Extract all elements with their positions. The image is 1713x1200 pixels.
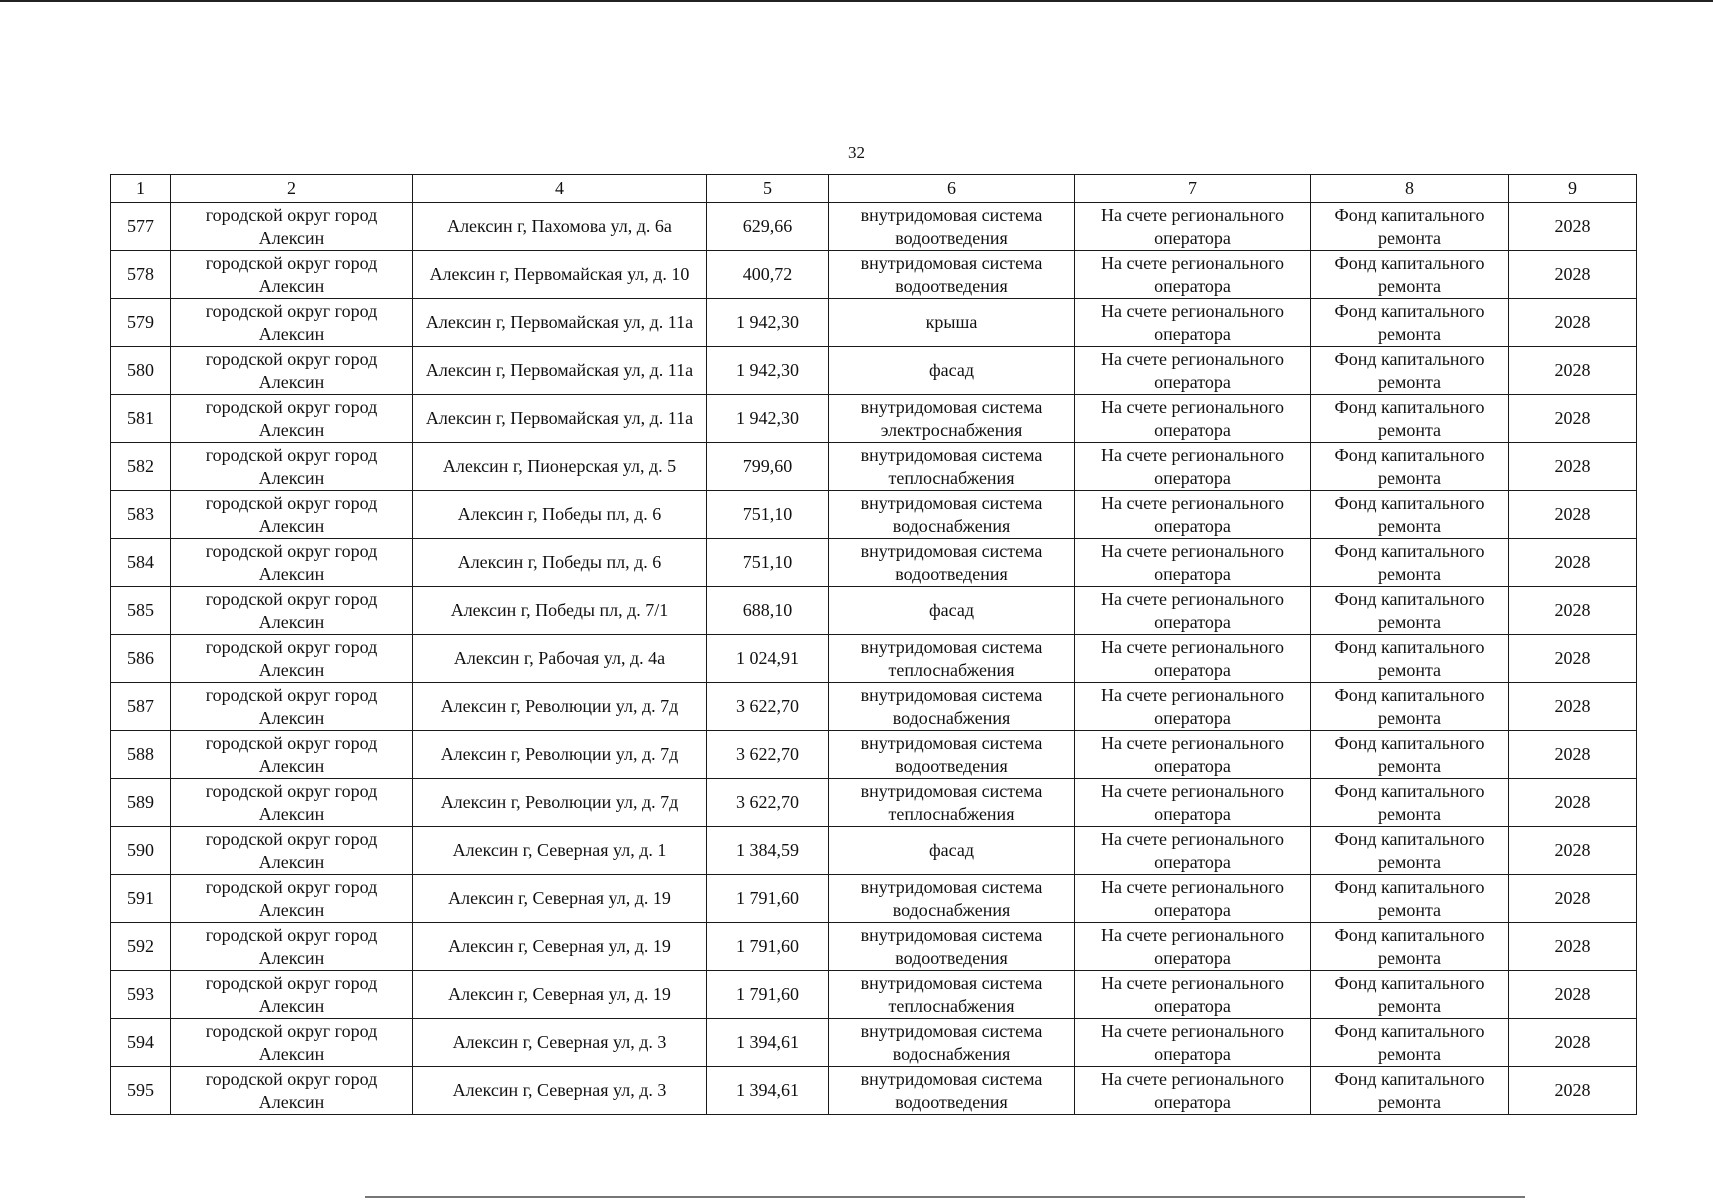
col-work-type-cell: внутридомовая система теплоснабжения <box>829 779 1075 827</box>
col-municipality-cell: городской округ город Алексин <box>171 1067 413 1115</box>
col-municipality-cell: городской округ город Алексин <box>171 539 413 587</box>
col-area-cell: 688,10 <box>707 587 829 635</box>
col-number-cell: 593 <box>111 971 171 1019</box>
col-municipality-cell: городской округ город Алексин <box>171 491 413 539</box>
col-work-type-cell: внутридомовая система теплоснабжения <box>829 635 1075 683</box>
header-cell-col-funding-source: 8 <box>1311 175 1509 203</box>
col-work-type-cell: внутридомовая система водоотведения <box>829 731 1075 779</box>
col-address-cell: Алексин г, Северная ул, д. 19 <box>413 875 707 923</box>
col-year-cell: 2028 <box>1509 635 1637 683</box>
col-area-cell: 629,66 <box>707 203 829 251</box>
col-number-cell: 594 <box>111 1019 171 1067</box>
table-row <box>111 779 1637 827</box>
col-number-cell: 578 <box>111 251 171 299</box>
col-area-cell: 751,10 <box>707 491 829 539</box>
table-row <box>111 395 1637 443</box>
col-number-cell: 595 <box>111 1067 171 1115</box>
header-cell-col-number: 1 <box>111 175 171 203</box>
col-funding-source-cell: Фонд капитального ремонта <box>1311 395 1509 443</box>
col-year-cell: 2028 <box>1509 1019 1637 1067</box>
col-area-cell: 799,60 <box>707 443 829 491</box>
col-funding-source-cell: Фонд капитального ремонта <box>1311 779 1509 827</box>
col-address-cell: Алексин г, Первомайская ул, д. 11а <box>413 347 707 395</box>
col-number-cell: 580 <box>111 347 171 395</box>
col-fund-account-cell: На счете регионального оператора <box>1075 779 1311 827</box>
col-address-cell: Алексин г, Первомайская ул, д. 11а <box>413 299 707 347</box>
repair-schedule-table <box>110 174 1637 1115</box>
col-fund-account-cell: На счете регионального оператора <box>1075 1019 1311 1067</box>
table-row <box>111 683 1637 731</box>
col-funding-source-cell: Фонд капитального ремонта <box>1311 443 1509 491</box>
col-municipality-cell: городской округ город Алексин <box>171 971 413 1019</box>
col-funding-source-cell: Фонд капитального ремонта <box>1311 971 1509 1019</box>
col-funding-source-cell: Фонд капитального ремонта <box>1311 347 1509 395</box>
col-municipality-cell: городской округ город Алексин <box>171 1019 413 1067</box>
col-year-cell: 2028 <box>1509 203 1637 251</box>
col-municipality-cell: городской округ город Алексин <box>171 635 413 683</box>
col-funding-source-cell: Фонд капитального ремонта <box>1311 923 1509 971</box>
table-row <box>111 635 1637 683</box>
table-body <box>111 175 1637 1115</box>
table-row <box>111 203 1637 251</box>
col-work-type-cell: внутридомовая система водоснабжения <box>829 683 1075 731</box>
col-address-cell: Алексин г, Революции ул, д. 7д <box>413 683 707 731</box>
header-cell-col-work-type: 6 <box>829 175 1075 203</box>
col-municipality-cell: городской округ город Алексин <box>171 827 413 875</box>
col-work-type-cell: крыша <box>829 299 1075 347</box>
col-work-type-cell: фасад <box>829 347 1075 395</box>
header-cell-col-fund-account: 7 <box>1075 175 1311 203</box>
col-funding-source-cell: Фонд капитального ремонта <box>1311 587 1509 635</box>
col-funding-source-cell: Фонд капитального ремонта <box>1311 683 1509 731</box>
col-funding-source-cell: Фонд капитального ремонта <box>1311 539 1509 587</box>
col-number-cell: 579 <box>111 299 171 347</box>
col-work-type-cell: внутридомовая система водоотведения <box>829 251 1075 299</box>
col-municipality-cell: городской округ город Алексин <box>171 251 413 299</box>
col-number-cell: 583 <box>111 491 171 539</box>
col-address-cell: Алексин г, Северная ул, д. 19 <box>413 971 707 1019</box>
col-funding-source-cell: Фонд капитального ремонта <box>1311 1067 1509 1115</box>
col-number-cell: 577 <box>111 203 171 251</box>
col-number-cell: 592 <box>111 923 171 971</box>
col-year-cell: 2028 <box>1509 923 1637 971</box>
col-work-type-cell: внутридомовая система водоснабжения <box>829 491 1075 539</box>
table-row <box>111 923 1637 971</box>
table-row <box>111 251 1637 299</box>
table-row <box>111 443 1637 491</box>
col-fund-account-cell: На счете регионального оператора <box>1075 203 1311 251</box>
col-work-type-cell: внутридомовая система теплоснабжения <box>829 971 1075 1019</box>
col-municipality-cell: городской округ город Алексин <box>171 587 413 635</box>
col-fund-account-cell: На счете регионального оператора <box>1075 539 1311 587</box>
col-fund-account-cell: На счете регионального оператора <box>1075 923 1311 971</box>
col-fund-account-cell: На счете регионального оператора <box>1075 347 1311 395</box>
col-address-cell: Алексин г, Северная ул, д. 3 <box>413 1019 707 1067</box>
col-address-cell: Алексин г, Победы пл, д. 6 <box>413 539 707 587</box>
header-cell-col-area: 5 <box>707 175 829 203</box>
col-fund-account-cell: На счете регионального оператора <box>1075 587 1311 635</box>
col-year-cell: 2028 <box>1509 827 1637 875</box>
col-address-cell: Алексин г, Первомайская ул, д. 10 <box>413 251 707 299</box>
col-work-type-cell: внутридомовая система водоотведения <box>829 923 1075 971</box>
col-number-cell: 591 <box>111 875 171 923</box>
col-year-cell: 2028 <box>1509 491 1637 539</box>
table-row <box>111 827 1637 875</box>
col-fund-account-cell: На счете регионального оператора <box>1075 1067 1311 1115</box>
col-year-cell: 2028 <box>1509 347 1637 395</box>
table-row <box>111 1019 1637 1067</box>
col-area-cell: 1 942,30 <box>707 299 829 347</box>
col-year-cell: 2028 <box>1509 443 1637 491</box>
col-fund-account-cell: На счете регионального оператора <box>1075 635 1311 683</box>
col-fund-account-cell: На счете регионального оператора <box>1075 731 1311 779</box>
col-area-cell: 3 622,70 <box>707 683 829 731</box>
col-municipality-cell: городской округ город Алексин <box>171 203 413 251</box>
table-row <box>111 299 1637 347</box>
col-year-cell: 2028 <box>1509 875 1637 923</box>
header-cell-col-address: 4 <box>413 175 707 203</box>
col-address-cell: Алексин г, Первомайская ул, д. 11а <box>413 395 707 443</box>
col-area-cell: 1 791,60 <box>707 923 829 971</box>
col-funding-source-cell: Фонд капитального ремонта <box>1311 203 1509 251</box>
col-area-cell: 1 791,60 <box>707 875 829 923</box>
col-work-type-cell: фасад <box>829 827 1075 875</box>
col-funding-source-cell: Фонд капитального ремонта <box>1311 1019 1509 1067</box>
col-area-cell: 400,72 <box>707 251 829 299</box>
col-address-cell: Алексин г, Северная ул, д. 1 <box>413 827 707 875</box>
col-work-type-cell: внутридомовая система водоснабжения <box>829 1019 1075 1067</box>
col-address-cell: Алексин г, Победы пл, д. 7/1 <box>413 587 707 635</box>
col-work-type-cell: внутридомовая система водоотведения <box>829 539 1075 587</box>
col-year-cell: 2028 <box>1509 539 1637 587</box>
col-municipality-cell: городской округ город Алексин <box>171 779 413 827</box>
col-area-cell: 3 622,70 <box>707 731 829 779</box>
col-municipality-cell: городской округ город Алексин <box>171 923 413 971</box>
col-funding-source-cell: Фонд капитального ремонта <box>1311 251 1509 299</box>
col-work-type-cell: внутридомовая система водоотведения <box>829 203 1075 251</box>
col-year-cell: 2028 <box>1509 731 1637 779</box>
col-municipality-cell: городской округ город Алексин <box>171 875 413 923</box>
page-number: 32 <box>848 143 865 162</box>
col-fund-account-cell: На счете регионального оператора <box>1075 683 1311 731</box>
col-address-cell: Алексин г, Рабочая ул, д. 4а <box>413 635 707 683</box>
table-row <box>111 971 1637 1019</box>
col-address-cell: Алексин г, Северная ул, д. 19 <box>413 923 707 971</box>
col-number-cell: 584 <box>111 539 171 587</box>
col-address-cell: Алексин г, Пионерская ул, д. 5 <box>413 443 707 491</box>
col-funding-source-cell: Фонд капитального ремонта <box>1311 299 1509 347</box>
table-row <box>111 491 1637 539</box>
col-work-type-cell: внутридомовая система водоотведения <box>829 1067 1075 1115</box>
col-area-cell: 1 024,91 <box>707 635 829 683</box>
col-work-type-cell: внутридомовая система теплоснабжения <box>829 443 1075 491</box>
col-municipality-cell: городской округ город Алексин <box>171 299 413 347</box>
table-row <box>111 587 1637 635</box>
header-cell-col-municipality: 2 <box>171 175 413 203</box>
col-fund-account-cell: На счете регионального оператора <box>1075 299 1311 347</box>
col-municipality-cell: городской округ город Алексин <box>171 395 413 443</box>
col-work-type-cell: внутридомовая система водоснабжения <box>829 875 1075 923</box>
col-funding-source-cell: Фонд капитального ремонта <box>1311 635 1509 683</box>
col-fund-account-cell: На счете регионального оператора <box>1075 443 1311 491</box>
col-municipality-cell: городской округ город Алексин <box>171 731 413 779</box>
col-year-cell: 2028 <box>1509 683 1637 731</box>
col-area-cell: 3 622,70 <box>707 779 829 827</box>
table-header-row <box>111 175 1637 203</box>
col-funding-source-cell: Фонд капитального ремонта <box>1311 875 1509 923</box>
col-fund-account-cell: На счете регионального оператора <box>1075 827 1311 875</box>
col-area-cell: 751,10 <box>707 539 829 587</box>
header-cell-col-year: 9 <box>1509 175 1637 203</box>
col-year-cell: 2028 <box>1509 251 1637 299</box>
col-year-cell: 2028 <box>1509 395 1637 443</box>
col-fund-account-cell: На счете регионального оператора <box>1075 971 1311 1019</box>
col-area-cell: 1 942,30 <box>707 395 829 443</box>
col-municipality-cell: городской округ город Алексин <box>171 347 413 395</box>
col-year-cell: 2028 <box>1509 1067 1637 1115</box>
col-address-cell: Алексин г, Победы пл, д. 6 <box>413 491 707 539</box>
col-year-cell: 2028 <box>1509 971 1637 1019</box>
col-number-cell: 586 <box>111 635 171 683</box>
col-address-cell: Алексин г, Революции ул, д. 7д <box>413 779 707 827</box>
table-row <box>111 731 1637 779</box>
col-area-cell: 1 791,60 <box>707 971 829 1019</box>
table-row <box>111 347 1637 395</box>
col-number-cell: 581 <box>111 395 171 443</box>
col-area-cell: 1 942,30 <box>707 347 829 395</box>
col-number-cell: 585 <box>111 587 171 635</box>
col-number-cell: 587 <box>111 683 171 731</box>
table-row <box>111 1067 1637 1115</box>
col-fund-account-cell: На счете регионального оператора <box>1075 395 1311 443</box>
col-address-cell: Алексин г, Революции ул, д. 7д <box>413 731 707 779</box>
col-work-type-cell: внутридомовая система электроснабжения <box>829 395 1075 443</box>
col-funding-source-cell: Фонд капитального ремонта <box>1311 731 1509 779</box>
col-area-cell: 1 394,61 <box>707 1067 829 1115</box>
col-year-cell: 2028 <box>1509 779 1637 827</box>
col-fund-account-cell: На счете регионального оператора <box>1075 251 1311 299</box>
bottom-border-line <box>365 1196 1525 1198</box>
col-area-cell: 1 394,61 <box>707 1019 829 1067</box>
col-funding-source-cell: Фонд капитального ремонта <box>1311 827 1509 875</box>
col-number-cell: 589 <box>111 779 171 827</box>
col-fund-account-cell: На счете регионального оператора <box>1075 491 1311 539</box>
col-municipality-cell: городской округ город Алексин <box>171 683 413 731</box>
table-row <box>111 539 1637 587</box>
col-municipality-cell: городской округ город Алексин <box>171 443 413 491</box>
top-border-line <box>0 0 1713 2</box>
col-number-cell: 588 <box>111 731 171 779</box>
col-number-cell: 590 <box>111 827 171 875</box>
col-address-cell: Алексин г, Пахомова ул, д. 6а <box>413 203 707 251</box>
col-address-cell: Алексин г, Северная ул, д. 3 <box>413 1067 707 1115</box>
col-number-cell: 582 <box>111 443 171 491</box>
col-work-type-cell: фасад <box>829 587 1075 635</box>
col-fund-account-cell: На счете регионального оператора <box>1075 875 1311 923</box>
table-row <box>111 875 1637 923</box>
col-funding-source-cell: Фонд капитального ремонта <box>1311 491 1509 539</box>
col-year-cell: 2028 <box>1509 299 1637 347</box>
col-area-cell: 1 384,59 <box>707 827 829 875</box>
col-year-cell: 2028 <box>1509 587 1637 635</box>
